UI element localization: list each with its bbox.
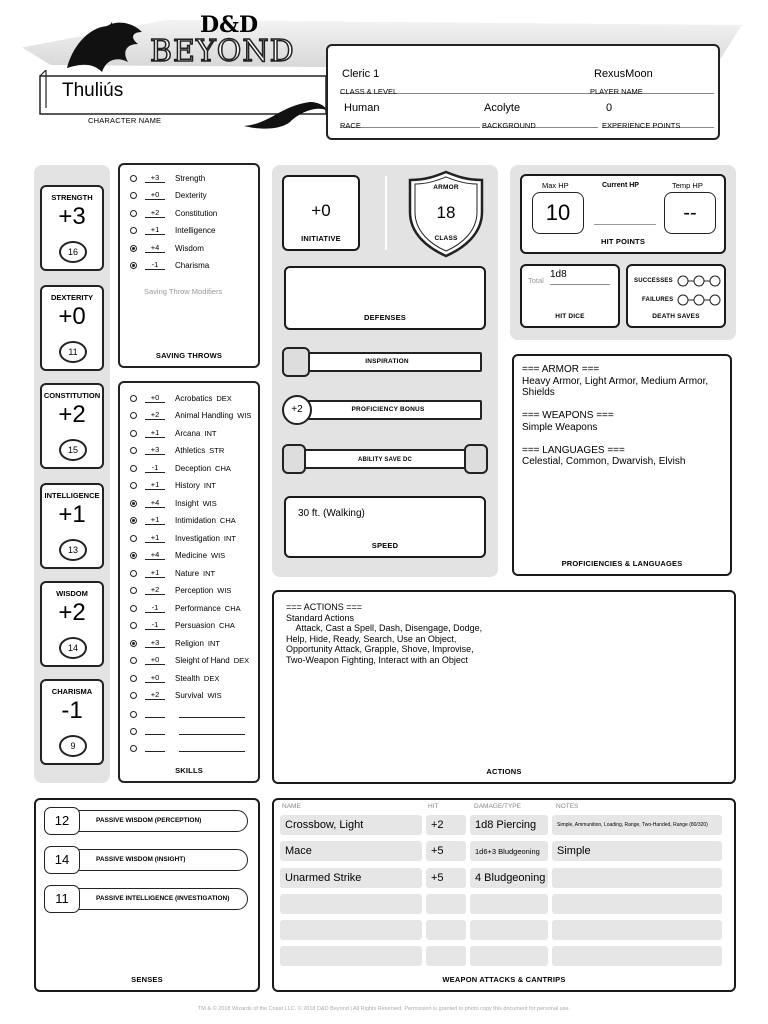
- proficiency-dot[interactable]: [130, 500, 137, 507]
- defenses-box[interactable]: [284, 266, 486, 330]
- sense-value[interactable]: 14: [44, 846, 80, 874]
- weapon-name: Unarmed Strike: [280, 868, 422, 888]
- skill-row[interactable]: [130, 671, 219, 685]
- skill-row[interactable]: [130, 391, 232, 405]
- weapon-notes: [552, 894, 722, 914]
- weapon-hit: [426, 894, 466, 914]
- sense-label: PASSIVE INTELLIGENCE (INVESTIGATION): [96, 895, 230, 902]
- ability-name: STRENGTH: [51, 193, 93, 202]
- ability-scores-panel: [34, 165, 110, 783]
- death-saves-label: DEATH SAVES: [652, 313, 700, 320]
- xp-value[interactable]: 0: [606, 102, 613, 114]
- class-level-label: CLASS & LEVEL: [340, 82, 594, 94]
- skill-ability: INT: [203, 568, 216, 578]
- hit-dice-total-label: Total: [528, 276, 544, 285]
- saving-throw-value: +4: [145, 243, 165, 253]
- proficiency-dot[interactable]: [130, 745, 137, 752]
- skill-ability: DEX: [233, 655, 250, 665]
- sense-label: PASSIVE WISDOM (INSIGHT): [96, 856, 186, 863]
- proficiency-dot[interactable]: [130, 675, 137, 682]
- proficiency-dot[interactable]: [130, 192, 137, 199]
- proficiency-dot[interactable]: [130, 605, 137, 612]
- player-name-value[interactable]: RexusMoon: [594, 68, 653, 80]
- passive-perception: [44, 807, 248, 835]
- skill-name: Insight: [175, 498, 199, 508]
- ability-wisdom[interactable]: [40, 581, 104, 667]
- skill-name: Perception: [175, 585, 214, 595]
- proficiencies-text: [522, 364, 727, 468]
- skills-box: [118, 381, 260, 783]
- skill-name: Performance: [175, 603, 221, 613]
- saving-throw-value: +2: [145, 208, 165, 218]
- saving-throw-name: Strength: [175, 173, 206, 183]
- proficiency-line: Simple Weapons: [522, 421, 598, 433]
- ability-dexterity[interactable]: [40, 285, 104, 371]
- skill-row[interactable]: [130, 513, 236, 527]
- custom-skill-value[interactable]: [145, 744, 165, 752]
- saving-throw-modifiers: Saving Throw Modifiers: [144, 287, 223, 296]
- action-line: Help, Hide, Ready, Search, Use an Object,: [286, 633, 457, 644]
- custom-skill-row[interactable]: [130, 741, 245, 755]
- proficiency-line: Celestial, Common, Dwarvish, Elvish: [522, 456, 686, 467]
- proficiency-dot[interactable]: [130, 210, 137, 217]
- tail-swirl-icon: [240, 96, 330, 132]
- current-hp-label: Current HP: [602, 182, 639, 189]
- senses-title: SENSES: [131, 975, 163, 984]
- proficiency-dot[interactable]: [130, 465, 137, 472]
- weapon-notes: Simple: [552, 841, 722, 861]
- skill-value: +2: [145, 690, 165, 700]
- success-circles-icon[interactable]: [676, 274, 722, 288]
- weapon-hit: [426, 920, 466, 940]
- skill-name: Stealth: [175, 673, 200, 683]
- footer-copyright: TM & © 2018 Wizards of the Coast LLC. © 2018 D&D Beyond | All Rights Reserved. Permission is granted to photo copy this document for personal use.: [197, 1006, 571, 1012]
- skill-ability: CHA: [215, 463, 231, 473]
- skill-ability: CHA: [219, 620, 235, 630]
- inspiration-toggle[interactable]: [282, 347, 310, 377]
- ability-modifier: -1: [61, 697, 83, 724]
- temp-hp-label: Temp HP: [672, 181, 703, 190]
- custom-skill-name[interactable]: [179, 727, 245, 735]
- skill-ability: CHA: [224, 603, 241, 613]
- proficiency-dot[interactable]: [130, 412, 137, 419]
- sense-value[interactable]: 12: [44, 807, 80, 835]
- weapon-attacks-title: WEAPON ATTACKS & CANTRIPS: [442, 975, 566, 984]
- proficiency-line: Heavy Armor, Light Armor, Medium Armor,: [522, 375, 709, 387]
- initiative-label: INITIATIVE: [301, 234, 341, 243]
- skill-name: Sleight of Hand: [175, 655, 230, 665]
- skill-value: +2: [145, 410, 165, 420]
- saving-throw-name: Charisma: [175, 260, 210, 270]
- max-hp-value[interactable]: 10: [532, 192, 584, 234]
- skill-row[interactable]: [130, 566, 215, 580]
- weapon-row[interactable]: [280, 815, 726, 835]
- weapon-name: [280, 920, 422, 940]
- proficiency-dot[interactable]: [130, 570, 137, 577]
- skill-name: History: [175, 480, 200, 490]
- weapon-name: Crossbow, Light: [280, 815, 422, 835]
- proficiency-dot[interactable]: [130, 430, 137, 437]
- skill-value: +4: [145, 498, 165, 508]
- skill-name: Survival: [175, 690, 204, 700]
- ability-score: 16: [59, 241, 87, 263]
- failures-label: FAILURES: [642, 297, 674, 303]
- hit-dice-label: HIT DICE: [555, 313, 585, 320]
- action-line: === ACTIONS ===: [286, 602, 363, 612]
- ability-save-dc-bar: [282, 444, 488, 474]
- saving-throw-value: +0: [145, 190, 165, 200]
- background-value[interactable]: Acolyte: [484, 102, 521, 114]
- skill-row[interactable]: [130, 688, 222, 702]
- temp-hp-value[interactable]: --: [664, 192, 716, 234]
- successes-label: SUCCESSES: [634, 278, 673, 284]
- proficiency-dot[interactable]: [130, 711, 137, 718]
- skill-row[interactable]: [130, 496, 217, 510]
- proficiency-dot[interactable]: [130, 692, 137, 699]
- skill-row[interactable]: [130, 548, 225, 562]
- weapon-row-empty[interactable]: [280, 894, 726, 914]
- divider: [385, 176, 387, 250]
- skill-value: -1: [145, 603, 165, 613]
- ability-score: 9: [59, 735, 87, 757]
- weapon-name: Mace: [280, 841, 422, 861]
- actions-text: [286, 602, 482, 665]
- background-label: BACKGROUND: [482, 116, 598, 128]
- skill-ability: INT: [203, 480, 216, 490]
- proficiency-dot[interactable]: [130, 587, 137, 594]
- hit-points-box: [520, 174, 726, 254]
- race-label: RACE: [340, 116, 480, 128]
- weapon-damage: [470, 920, 548, 940]
- skill-row[interactable]: [130, 408, 251, 422]
- weapon-hit: +2: [426, 815, 466, 835]
- player-name-label: PLAYER NAME: [590, 82, 714, 94]
- xp-label: EXPERIENCE POINTS: [602, 116, 714, 128]
- weapon-damage: [470, 946, 548, 966]
- skill-value: +2: [145, 585, 165, 595]
- ability-name: WISDOM: [56, 589, 88, 598]
- proficiency-dot[interactable]: [130, 447, 137, 454]
- inspiration-bar[interactable]: [282, 347, 488, 377]
- action-line: Attack, Cast a Spell, Dash, Disengage, Dodge,: [286, 623, 483, 633]
- custom-skill-value[interactable]: [145, 727, 165, 735]
- saving-throw-name: Intelligence: [175, 225, 216, 235]
- proficiency-dot[interactable]: [130, 640, 137, 647]
- ability-modifier: +3: [58, 203, 86, 230]
- skill-ability: WIS: [211, 550, 226, 560]
- proficiency-spacer: [522, 399, 727, 411]
- skill-name: Investigation: [175, 533, 220, 543]
- saving-throw-row[interactable]: [130, 258, 213, 272]
- defenses-label: DEFENSES: [363, 313, 407, 322]
- weapon-notes: [552, 920, 722, 940]
- save-dc-label: ABILITY SAVE DC: [357, 457, 413, 463]
- weapon-notes: [552, 946, 722, 966]
- custom-skill-value[interactable]: [145, 710, 165, 718]
- ability-intelligence[interactable]: [40, 483, 104, 569]
- ability-score: 14: [59, 637, 87, 659]
- skill-ability: WIS: [202, 498, 217, 508]
- custom-skill-name[interactable]: [179, 744, 245, 752]
- proficiency-dot[interactable]: [130, 245, 137, 252]
- skill-name: Athletics: [175, 445, 206, 455]
- dragon-logo-icon: [62, 18, 152, 76]
- skill-name: Arcana: [175, 428, 201, 438]
- armor-class-bottom-label: CLASS: [434, 235, 458, 242]
- proficiency-bonus-value: +2: [282, 395, 312, 425]
- skill-ability: INT: [204, 428, 217, 438]
- logo-beyond: BEYOND: [150, 34, 295, 69]
- character-name-label: CHARACTER NAME: [88, 116, 162, 125]
- action-line: Standard Actions: [286, 612, 355, 623]
- proficiency-dot[interactable]: [130, 622, 137, 629]
- actions-title: ACTIONS: [486, 767, 522, 776]
- skill-name: Animal Handling: [175, 410, 234, 420]
- sense-label: PASSIVE WISDOM (PERCEPTION): [96, 817, 202, 824]
- skill-value: +1: [145, 568, 165, 578]
- saving-throw-name: Wisdom: [175, 243, 204, 253]
- skill-name: Nature: [175, 568, 200, 578]
- failure-circles-icon[interactable]: [676, 293, 722, 307]
- hit-dice-box[interactable]: [520, 264, 620, 328]
- armor-class-top-label: ARMOR: [433, 184, 459, 191]
- saving-throw-name: Constitution: [175, 208, 218, 218]
- saving-throw-row[interactable]: [130, 206, 221, 220]
- ability-name: CHARISMA: [51, 687, 93, 696]
- saving-throw-row[interactable]: [130, 171, 209, 185]
- initiative-box[interactable]: [282, 175, 360, 251]
- race-value[interactable]: Human: [344, 102, 380, 114]
- weapon-name: [280, 894, 422, 914]
- proficiency-dot[interactable]: [130, 482, 137, 489]
- class-level-value[interactable]: Cleric 1: [342, 68, 380, 80]
- saving-throw-row[interactable]: [130, 188, 211, 202]
- actions-box[interactable]: [272, 590, 736, 784]
- ability-score: 15: [59, 439, 87, 461]
- armor-class-value[interactable]: 18: [436, 203, 456, 222]
- action-line: Two-Weapon Fighting, Interact with an Object: [286, 654, 468, 665]
- proficiency-dot[interactable]: [130, 262, 137, 269]
- skill-name: Religion: [175, 638, 204, 648]
- speed-box[interactable]: [284, 496, 486, 558]
- weapon-row[interactable]: [280, 868, 726, 888]
- skill-row[interactable]: [130, 426, 216, 440]
- weapon-damage: [470, 894, 548, 914]
- proficiency-dot[interactable]: [130, 552, 137, 559]
- saving-throw-value: +3: [145, 173, 165, 183]
- skill-ability: WIS: [237, 410, 252, 420]
- skill-ability: DEX: [203, 673, 220, 683]
- action-line: Opportunity Attack, Grapple, Shove, Improvise,: [286, 644, 474, 654]
- speed-value: 30 ft. (Walking): [298, 508, 365, 519]
- skill-value: +3: [145, 445, 165, 455]
- skill-value: -1: [145, 463, 165, 473]
- proficiency-line: === LANGUAGES ===: [522, 444, 625, 456]
- skill-value: +1: [145, 515, 165, 525]
- ability-score: 11: [59, 341, 87, 363]
- skill-row[interactable]: [130, 478, 216, 492]
- proficiency-dot[interactable]: [130, 657, 137, 664]
- death-saves-box: [626, 264, 726, 328]
- sense-value[interactable]: 11: [44, 885, 80, 913]
- proficiency-line: Shields: [522, 387, 555, 398]
- weapon-row-empty[interactable]: [280, 920, 726, 940]
- saving-throws-title: SAVING THROWS: [155, 351, 223, 360]
- saving-throws-box: [118, 163, 260, 368]
- proficiency-line: === WEAPONS ===: [522, 410, 614, 421]
- save-dc-left-cap: [282, 444, 306, 474]
- weapon-hit: +5: [426, 841, 466, 861]
- skill-ability: WIS: [217, 585, 232, 595]
- weapon-name-header: NAME: [282, 803, 301, 810]
- skill-value: +3: [145, 638, 165, 648]
- max-hp-label: Max HP: [542, 181, 569, 190]
- character-name[interactable]: Thuliús: [62, 80, 124, 101]
- ability-modifier: +1: [58, 501, 86, 528]
- skill-row[interactable]: [130, 531, 236, 545]
- passive-insight: [44, 846, 248, 874]
- skill-name: Persuasion: [175, 620, 216, 630]
- inspiration-label: INSPIRATION: [365, 358, 409, 365]
- ability-modifier: +0: [58, 303, 86, 330]
- skill-value: -1: [145, 620, 165, 630]
- saving-throw-name: Dexterity: [175, 190, 207, 200]
- hit-dice-value: 1d8: [550, 269, 610, 285]
- proficiency-bonus-label: PROFICIENCY BONUS: [351, 406, 425, 413]
- passive-investigation: [44, 885, 248, 913]
- character-info-box: [326, 44, 720, 140]
- proficiency-dot[interactable]: [130, 517, 137, 524]
- ability-modifier: +2: [58, 599, 86, 626]
- skill-row[interactable]: [130, 601, 241, 615]
- proficiency-dot[interactable]: [130, 728, 137, 735]
- skill-row[interactable]: [130, 653, 249, 667]
- skill-row[interactable]: [130, 618, 235, 632]
- skill-value: +1: [145, 428, 165, 438]
- skill-value: +0: [145, 673, 165, 683]
- save-dc-right-cap: [464, 444, 488, 474]
- skill-row[interactable]: [130, 583, 231, 597]
- skill-ability: INT: [207, 638, 220, 648]
- ability-name: DEXTERITY: [50, 293, 94, 302]
- weapon-damage: 1d8 Piercing: [470, 815, 548, 835]
- weapon-hit-header: HIT: [428, 803, 439, 810]
- weapon-notes: Simple, Ammunition, Loading, Range, Two-Handed, Range (80/320): [552, 815, 722, 835]
- weapon-hit: +5: [426, 868, 466, 888]
- logo-dnd: D&D: [200, 12, 259, 38]
- weapon-notes: [552, 868, 722, 888]
- proficiency-spacer: [522, 433, 727, 445]
- skills-title: SKILLS: [175, 766, 203, 775]
- ability-strength[interactable]: [40, 185, 104, 271]
- skill-value: +0: [145, 393, 165, 403]
- skill-row[interactable]: [130, 461, 231, 475]
- skill-value: +1: [145, 533, 165, 543]
- ability-name: INTELLIGENCE: [44, 491, 100, 500]
- initiative-value: +0: [311, 201, 331, 220]
- custom-skill-row[interactable]: [130, 707, 245, 721]
- weapon-row[interactable]: [280, 841, 726, 861]
- weapon-row-empty[interactable]: [280, 946, 726, 966]
- skill-name: Deception: [175, 463, 212, 473]
- proficiency-dot[interactable]: [130, 395, 137, 402]
- proficiency-dot[interactable]: [130, 227, 137, 234]
- current-hp-field[interactable]: [594, 224, 656, 225]
- proficiency-dot[interactable]: [130, 175, 137, 182]
- proficiency-line: === ARMOR ===: [522, 364, 600, 375]
- skill-name: Intimidation: [175, 515, 216, 525]
- skill-ability: INT: [223, 533, 237, 543]
- ability-charisma[interactable]: [40, 679, 104, 765]
- ability-name: CONSTITUTION: [43, 391, 101, 400]
- proficiency-dot[interactable]: [130, 535, 137, 542]
- skill-value: +1: [145, 480, 165, 490]
- weapon-damage-header: DAMAGE/TYPE: [474, 803, 521, 810]
- saving-throw-value: -1: [145, 260, 165, 270]
- saving-throw-row[interactable]: [130, 223, 219, 237]
- weapon-notes-header: NOTES: [556, 803, 579, 810]
- skill-ability: STR: [209, 445, 225, 455]
- skill-name: Acrobatics: [175, 393, 213, 403]
- weapon-name: [280, 946, 422, 966]
- skill-name: Medicine: [175, 550, 208, 560]
- skill-value: +0: [145, 655, 165, 665]
- proficiencies-box[interactable]: [512, 354, 732, 576]
- skill-ability: WIS: [207, 690, 222, 700]
- saving-throw-value: +1: [145, 225, 165, 235]
- proficiency-bonus-bar: [282, 395, 488, 425]
- weapon-damage: 1d6+3 Bludgeoning: [470, 841, 548, 861]
- skill-row[interactable]: [130, 636, 220, 650]
- weapon-hit: [426, 946, 466, 966]
- custom-skill-row[interactable]: [130, 724, 245, 738]
- skill-value: +4: [145, 550, 165, 560]
- custom-skill-name[interactable]: [179, 710, 245, 718]
- ability-constitution[interactable]: [40, 383, 104, 469]
- ability-modifier: +2: [58, 401, 86, 428]
- saving-throw-row[interactable]: [130, 241, 208, 255]
- skill-ability: DEX: [216, 393, 232, 403]
- skill-row[interactable]: [130, 443, 224, 457]
- speed-label: SPEED: [371, 541, 399, 550]
- ability-score: 13: [59, 539, 87, 561]
- skill-ability: CHA: [219, 515, 236, 525]
- hit-points-title: HIT POINTS: [600, 237, 646, 246]
- weapon-damage: 4 Bludgeoning: [470, 868, 548, 888]
- proficiencies-title: PROFICIENCIES & LANGUAGES: [561, 559, 683, 568]
